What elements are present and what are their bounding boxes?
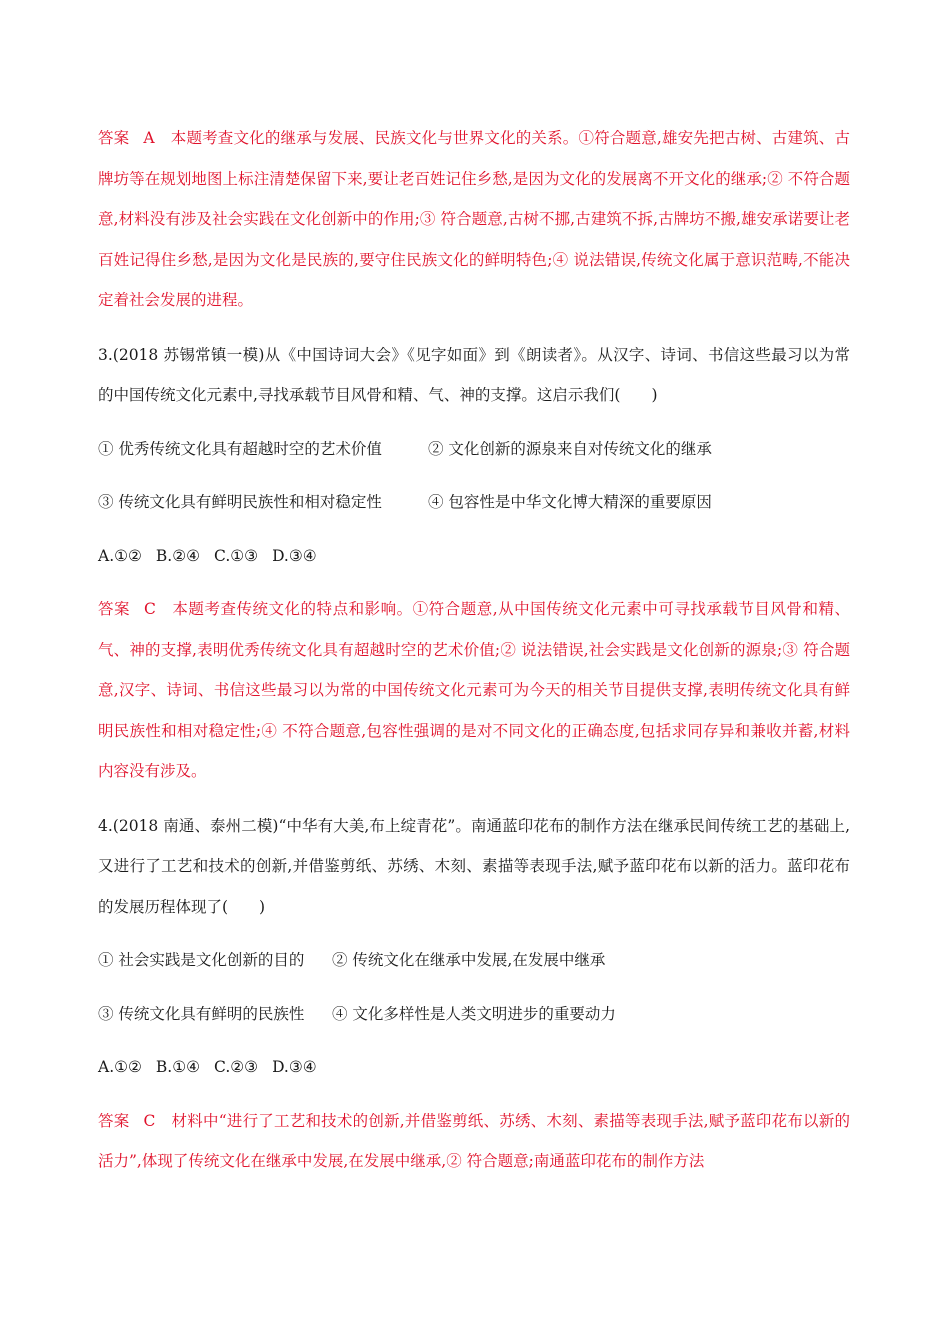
answer-explanation: 本题考查传统文化的特点和影响。①符合题意,从中国传统文化元素中可寻找承载节目风骨和精、气、神的支撑,表明优秀传统文化具有超越时空的艺术价值;② 说法错误,社会实践是文化创新的源泉;③ 符合题意,汉字、诗词、书信这些最习以为常的中国传统文化元素可为今天的相关节目提供支撑,表明传统文化具有鲜明民族性和相对稳定性;④ 不符合题意,包容性强调的是对不同文化的正确态度,包括求同存异和兼收并蓄,材料内容没有涉及。 xyxy=(98,600,850,780)
option-4: ④ 文化多样性是人类文明进步的重要动力 xyxy=(332,1004,616,1023)
answer-explanation: 材料中“进行了工艺和技术的创新,并借鉴剪纸、苏绣、木刻、素描等表现手法,赋予蓝印花布以新的活力”,体现了传统文化在继承中发展,在发展中继承,② 符合题意;南通蓝印花布的制作方法 xyxy=(98,1111,850,1170)
question-4-choices xyxy=(98,1047,850,1088)
choice-c: C.①③ xyxy=(214,546,259,565)
choice-b: B.①④ xyxy=(155,1058,201,1076)
choice-c: C.②③ xyxy=(214,1058,259,1076)
question-4-stem: 4.(2018 南通、泰州二模)“中华有大美,布上绽青花”。南通蓝印花布的制作方法在继承民间传统工艺的基础上,又进行了工艺和技术的创新,并借鉴剪纸、苏绣、木刻、素描等表现手法,赋予蓝印花布以新的活力。蓝印花布的发展历程体现了( ) xyxy=(98,816,850,916)
option-2: ② 传统文化在继承中发展,在发展中继承 xyxy=(332,951,606,969)
choice-d: D.③④ xyxy=(272,546,317,565)
choice-b: B.②④ xyxy=(155,546,201,565)
choice-a: A.①② xyxy=(98,546,142,565)
option-4: ④ 包容性是中华文化博大精深的重要原因 xyxy=(428,493,712,511)
answer-letter: C xyxy=(144,600,156,618)
choice-d: D.③④ xyxy=(272,1058,317,1076)
option-1: ① 优秀传统文化具有超越时空的艺术价值 xyxy=(98,439,382,458)
answer-q4 xyxy=(98,1101,850,1182)
option-3: ③ 传统文化具有鲜明民族性和相对稳定性 xyxy=(98,493,382,511)
answer-letter: A xyxy=(143,129,155,147)
answer-q3 xyxy=(98,589,850,792)
answer-tag: 答案 xyxy=(98,600,131,618)
question-3-stem: 3.(2018 苏锡常镇一模)从《中国诗词大会》《见字如面》到《朗读者》。从汉字、诗词、书信这些最习以为常的中国传统文化元素中,寻找承载节目风骨和精、气、神的支撑。这启示我们( ) xyxy=(98,345,850,404)
question-4-options-row-2 xyxy=(98,994,850,1035)
answer-tag: 答案 xyxy=(98,129,130,147)
answer-tag: 答案 xyxy=(98,1111,130,1130)
option-1: ① 社会实践是文化创新的目的 xyxy=(98,951,305,969)
answer-letter: C xyxy=(143,1111,156,1130)
option-3: ③ 传统文化具有鲜明的民族性 xyxy=(98,1004,305,1023)
question-3-options-row-1 xyxy=(98,429,850,470)
choice-a: A.①② xyxy=(98,1058,142,1076)
answer-explanation: 本题考查文化的继承与发展、民族文化与世界文化的关系。①符合题意,雄安先把古树、古建筑、古牌坊等在规划地图上标注清楚保留下来,要让老百姓记住乡愁,是因为文化的发展离不开文化的继承;② 不符合题意,材料没有涉及社会实践在文化创新中的作用;③ 符合题意,古树不挪,古建筑不拆,古牌坊不搬,雄安承诺要让老百姓记得住乡愁,是因为文化是民族的,要守住民族文化的鲜明特色;④ 说法错误,传统文化属于意识范畴,不能决定着社会发展的进程。 xyxy=(98,129,850,309)
answer-q2 xyxy=(98,118,850,321)
option-2: ② 文化创新的源泉来自对传统文化的继承 xyxy=(428,439,712,458)
question-3-choices xyxy=(98,536,850,577)
question-4-options-row-1 xyxy=(98,940,850,981)
document-page xyxy=(98,118,850,1182)
question-3-options-row-2 xyxy=(98,482,850,523)
